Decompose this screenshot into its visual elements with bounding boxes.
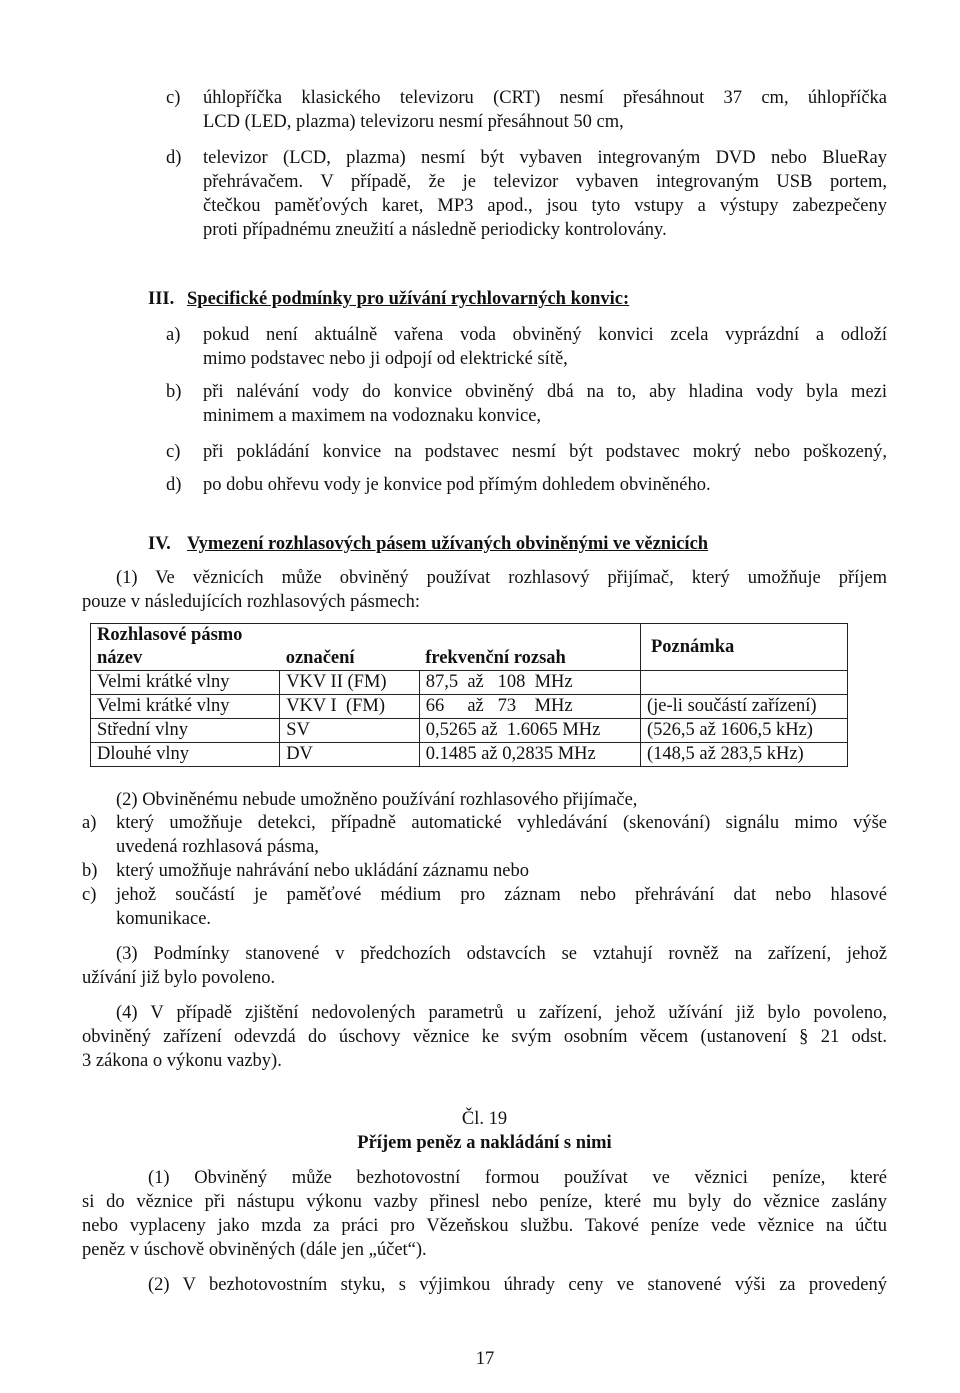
section-4-p2-a-line-2: uvedená rozhlasová pásma, [116, 837, 319, 857]
table-cell: (148,5 až 283,5 kHz) [641, 743, 848, 767]
section-4-p4-line-2: obviněný zařízení odevzdá do úschovy věznice ke svým osobním věcem (ustanovení § 21 odst. [82, 1027, 887, 1047]
section-4-p1-line-1: (1) Ve věznicích může obviněný používat rozhlasový přijímač, který umožňuje příjem [116, 568, 887, 588]
section-4-p2-label-c: c) [82, 885, 97, 905]
table-row [91, 671, 848, 695]
list-d-line-4: proti případnému zneužití a následně periodicky kontrolovány. [203, 220, 667, 240]
list-c-line-1: úhlopříčka klasického televizoru (CRT) nesmí přesáhnout 37 cm, úhlopříčka [203, 88, 887, 108]
table-note-header: Poznámka [641, 624, 848, 671]
table-col-header: název [91, 647, 280, 671]
section-3-heading: Specifické podmínky pro užívání rychlovarných konvic: [187, 289, 630, 309]
article-p1-line-2: si do věznice při nástupu výkonu vazby přinesl nebo peníze, které mu byly do věznice zaslány [82, 1192, 887, 1212]
article-title: Příjem peněz a nakládání s nimi [357, 1133, 612, 1153]
article-p1-line-4: peněz v úschově obviněných (dále jen „účet“). [82, 1240, 427, 1260]
section-4-p2-intro: (2) Obviněnému nebude umožněno používání rozhlasového přijímače, [116, 790, 638, 810]
table-cell [641, 671, 848, 695]
section-3-a-line-2: mimo podstavec nebo ji odpojí od elektrické sítě, [203, 349, 568, 369]
table-cell: Velmi krátké vlny [91, 695, 280, 719]
table-header-row-1 [91, 624, 848, 648]
section-4-p4-line-1: (4) V případě zjištění nedovolených parametrů u zařízení, jehož užívání již bylo povoleno, [116, 1003, 887, 1023]
table-cell: Dlouhé vlny [91, 743, 280, 767]
table-row [91, 695, 848, 719]
section-3-b-line-1: při nalévání vody do konvice obviněný dbá na to, aby hladina vody byla mezi [203, 382, 887, 402]
list-label-d: d) [166, 148, 182, 168]
table-cell: VKV II (FM) [280, 671, 420, 695]
section-4-number: IV. [148, 534, 171, 554]
page-number: 17 [475, 1349, 495, 1369]
section-3-b-line-2: minimem a maximem na vodoznaku konvice, [203, 406, 542, 426]
section-4-p3-line-2: užívání již bylo povoleno. [82, 968, 276, 988]
article-number: Čl. 19 [461, 1109, 508, 1129]
table-cell: 87,5 až 108 MHz [419, 671, 640, 695]
table-cell: 66 až 73 MHz [419, 695, 640, 719]
article-p2-line-1: (2) V bezhotovostním styku, s výjimkou úhrady ceny ve stanovené výši za provedený [148, 1275, 887, 1295]
radio-bands-table [90, 623, 848, 767]
table-cell: Střední vlny [91, 719, 280, 743]
section-3-label-a: a) [166, 325, 181, 345]
list-d-line-2: přehrávačem. V případě, že je televizor vybaven integrovaným USB portem, [203, 172, 887, 192]
section-4-p2-a-line-1: který umožňuje detekci, případně automatické vyhledávání (skenování) signálu mimo výše [116, 813, 887, 833]
section-4-p2-label-a: a) [82, 813, 97, 833]
section-3-label-c: c) [166, 442, 181, 462]
table-cell: Velmi krátké vlny [91, 671, 280, 695]
section-3-number: III. [148, 289, 175, 309]
section-4-p2-label-b: b) [82, 861, 98, 881]
section-3-label-d: d) [166, 475, 182, 495]
table-group-header: Rozhlasové pásmo [91, 624, 641, 648]
table-cell: 0,5265 až 1.6065 MHz [419, 719, 640, 743]
section-4-p2-c-line-2: komunikace. [116, 909, 212, 929]
table-cell: (je-li součástí zařízení) [641, 695, 848, 719]
list-d-line-1: televizor (LCD, plazma) nesmí být vybaven integrovaným DVD nebo BlueRay [203, 148, 887, 168]
table-cell: DV [280, 743, 420, 767]
section-4-p1-line-2: pouze v následujících rozhlasových pásmech: [82, 592, 421, 612]
table-cell: 0.1485 až 0,2835 MHz [419, 743, 640, 767]
table-cell: (526,5 až 1606,5 kHz) [641, 719, 848, 743]
table-row [91, 743, 848, 767]
section-4-heading: Vymezení rozhlasových pásem užívaných obviněnými ve věznicích [187, 534, 709, 554]
table-cell: VKV I (FM) [280, 695, 420, 719]
table-col-header: označení [280, 647, 420, 671]
article-p1-line-1: (1) Obviněný může bezhotovostní formou používat ve věznici peníze, které [148, 1168, 887, 1188]
article-p1-line-3: nebo vyplaceny jako mzda za práci pro Vězeňskou službu. Takové peníze vede věznice na účtu [82, 1216, 887, 1236]
section-3-d-line-1: po dobu ohřevu vody je konvice pod přímým dohledem obviněného. [203, 475, 711, 495]
section-3-a-line-1: pokud není aktuálně vařena voda obviněný konvici zcela vyprázdní a odloží [203, 325, 887, 345]
section-4-p2-b-line-1: který umožňuje nahrávání nebo ukládání záznamu nebo [116, 861, 530, 881]
list-c-line-2: LCD (LED, plazma) televizoru nesmí přesáhnout 50 cm, [203, 112, 624, 132]
section-4-p2-c-line-1: jehož součástí je paměťové médium pro záznam nebo přehrávání dat nebo hlasové [116, 885, 887, 905]
section-4-p4-line-3: 3 zákona o výkonu vazby). [82, 1051, 282, 1071]
table-col-header: frekvenční rozsah [419, 647, 640, 671]
section-3-c-line-1: při pokládání konvice na podstavec nesmí být podstavec mokrý nebo poškozený, [203, 442, 887, 462]
section-3-label-b: b) [166, 382, 182, 402]
table-cell: SV [280, 719, 420, 743]
list-label-c: c) [166, 88, 181, 108]
section-4-p3-line-1: (3) Podmínky stanovené v předchozích odstavcích se vztahují rovněž na zařízení, jehož [116, 944, 887, 964]
list-d-line-3: čtečkou paměťových karet, MP3 apod., jsou tyto vstupy a výstupy zabezpečeny [203, 196, 887, 216]
table-row [91, 719, 848, 743]
